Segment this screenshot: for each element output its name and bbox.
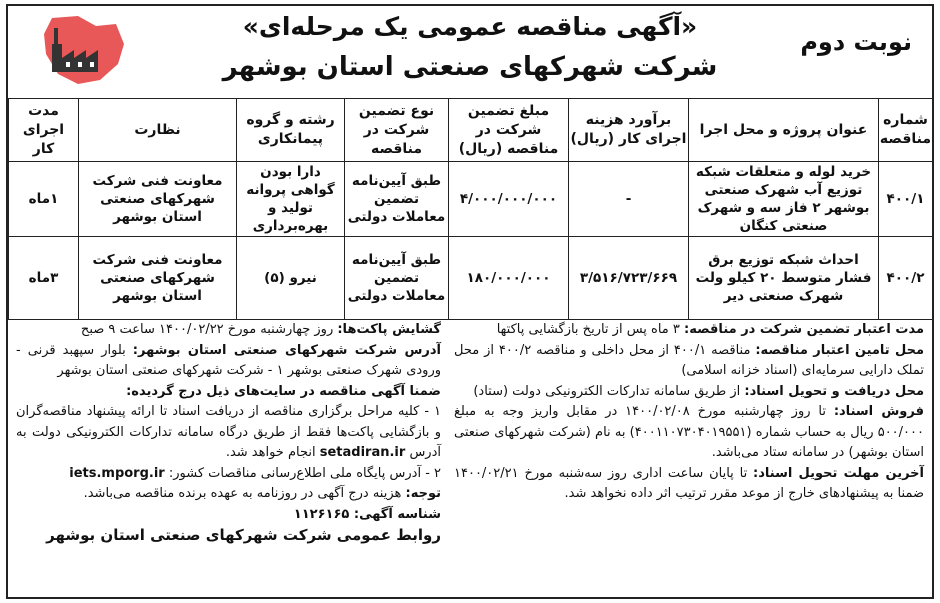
sale-label: فروش اسناد: bbox=[833, 404, 924, 419]
cell-tender-number: ۴۰۰/۲ bbox=[879, 237, 933, 320]
tender-table bbox=[8, 98, 933, 320]
cell-contractor-grade: دارا بودن گواهی پروانه تولید و بهره‌برداری bbox=[237, 162, 345, 237]
header-duration: مدت اجرای کار bbox=[9, 99, 79, 162]
notice-title: «آگهی مناقصه عمومی یک مرحله‌ای» bbox=[242, 12, 698, 41]
header-guarantee-amount: مبلغ تضمین شرکت در مناقصه (ریال) bbox=[449, 99, 569, 162]
cell-supervision: معاونت فنی شرکت شهرکهای صنعتی استان بوشهر bbox=[79, 162, 237, 237]
header-guarantee-type: نوع تضمین شرکت در مناقصه bbox=[345, 99, 449, 162]
table-header-row bbox=[9, 99, 933, 162]
opening-paragraph bbox=[16, 320, 441, 341]
sale-text: تا روز چهارشنبه مورخ ۱۴۰۰/۰۲/۰۸ در مقابل واریز وجه به مبلغ ۵۰۰/۰۰۰ ریال به حساب شماره (۴۰۰۱۱۰۷۳۰۴۰۱۹۵۵۱) به نام (شرکت شهرکهای صنعتی استان بوشهر) در سامانه ستاد می‌باشد. bbox=[454, 404, 924, 460]
table-row bbox=[9, 162, 933, 237]
sale-paragraph bbox=[454, 402, 924, 464]
round-label: نوبت دوم bbox=[800, 28, 912, 56]
header-tender-number: شماره مناقصه bbox=[879, 99, 933, 162]
funding-label: محل تامین اعتبار مناقصه: bbox=[755, 342, 925, 358]
ad-id-paragraph bbox=[16, 505, 441, 526]
deadline-paragraph bbox=[454, 464, 924, 505]
cell-guarantee-amount: ۴/۰۰۰/۰۰۰/۰۰۰ bbox=[449, 162, 569, 237]
company-name: شرکت شهرکهای صنعتی استان بوشهر bbox=[222, 52, 718, 82]
deadline-text: تا پایان ساعت اداری روز سه‌شنبه مورخ ۱۴۰۰/۰۲/۲۱ ضمنا به پیشنهادهای خارج از موعد مقرر ترتیب اثر داده نخواهد شد. bbox=[454, 465, 924, 501]
header-contractor-grade: رشته و گروه پیمانکاری bbox=[237, 99, 345, 162]
company-logo-icon bbox=[38, 14, 128, 86]
ad-id-label: شناسه آگهی: bbox=[353, 506, 441, 522]
cell-guarantee-type: طبق آیین‌نامه تضمین معاملات دولتی bbox=[345, 162, 449, 237]
opening-text: روز چهارشنبه مورخ ۱۴۰۰/۰۲/۲۲ ساعت ۹ صبح bbox=[80, 322, 338, 337]
opening-label: گشایش پاکت‌ها: bbox=[337, 322, 441, 337]
site2-paragraph bbox=[16, 464, 441, 485]
cell-contractor-grade: نیرو (۵) bbox=[237, 237, 345, 320]
docs-place-paragraph bbox=[454, 382, 924, 403]
cell-cost-estimate: - bbox=[569, 162, 689, 237]
cell-supervision: معاونت فنی شرکت شهرکهای صنعتی استان بوشهر bbox=[79, 237, 237, 320]
tender-notice bbox=[6, 4, 934, 599]
docs-place-label: محل دریافت و تحویل اسناد: bbox=[744, 383, 924, 399]
deadline-label: آخرین مهلت تحویل اسناد: bbox=[753, 465, 925, 481]
cell-project-title: احداث شبکه توزیع برق فشار متوسط ۲۰ کیلو ولت شهرک صنعتی دیر bbox=[689, 237, 879, 320]
cell-guarantee-type: طبق آیین‌نامه تضمین معاملات دولتی bbox=[345, 237, 449, 320]
cell-project-title: خرید لوله و متعلقات شبکه توزیع آب شهرک صنعتی بوشهر ۲ فاز سه و شهرک صنعتی کنگان bbox=[689, 162, 879, 237]
note-paragraph bbox=[16, 484, 441, 505]
site2-text: ۲ - آدرس پایگاه ملی اطلاع‌رسانی مناقصات کشور: bbox=[168, 465, 441, 481]
header-supervision: نظارت bbox=[79, 99, 237, 162]
address-paragraph bbox=[16, 341, 441, 382]
site1-end: انجام خواهد شد. bbox=[225, 445, 320, 460]
address-label: آدرس شرکت شهرکهای صنعتی استان بوشهر: bbox=[132, 342, 441, 358]
ad-id-value: ۱۱۲۶۱۶۵ bbox=[293, 506, 350, 522]
validity-paragraph bbox=[454, 320, 924, 341]
right-column bbox=[454, 320, 924, 505]
site1-paragraph bbox=[16, 402, 441, 464]
validity-label: مدت اعتبار تضمین شرکت در مناقصه: bbox=[684, 322, 924, 337]
funding-paragraph bbox=[454, 341, 924, 382]
note-label: توجه: bbox=[405, 486, 441, 501]
setad-link[interactable]: setadiran.ir bbox=[319, 445, 406, 460]
left-column bbox=[16, 320, 441, 546]
cell-cost-estimate: ۳/۵۱۶/۷۲۳/۶۶۹ bbox=[569, 237, 689, 320]
signature: روابط عمومی شرکت شهرکهای صنعتی استان بوشهر bbox=[46, 526, 441, 544]
cell-guarantee-amount: ۱۸۰/۰۰۰/۰۰۰ bbox=[449, 237, 569, 320]
header-cost-estimate: برآورد هزینه اجرای کار (ریال) bbox=[569, 99, 689, 162]
cell-tender-number: ۴۰۰/۱ bbox=[879, 162, 933, 237]
notice-header bbox=[8, 6, 932, 98]
notice-body bbox=[8, 316, 932, 597]
site1-text: ۱ - کلیه مراحل برگزاری مناقصه از دریافت اسناد تا ارائه پیشنهاد مناقصه‌گران و بازگشایی پاکت‌ها فقط از طریق درگاه سامانه تدارکات الکترونیکی دولت به آدرس bbox=[16, 404, 441, 460]
funding-text: مناقصه ۴۰۰/۱ از محل داخلی و مناقصه ۴۰۰/۲ از محل تملک دارایی سرمایه‌ای (اسناد خزانه اسلامی) bbox=[454, 342, 924, 378]
header-project-title: عنوان پروژه و محل اجرا bbox=[689, 99, 879, 162]
docs-place-text: از طریق سامانه تدارکات الکترونیکی دولت (ستاد) bbox=[473, 383, 745, 399]
iets-link[interactable]: iets.mporg.ir bbox=[69, 465, 165, 481]
note-text: هزینه درج آگهی در روزنامه به عهده برنده مناقصه می‌باشد. bbox=[83, 486, 406, 501]
address-text: بلوار سپهبد قرنی - ورودی شهرک صنعتی بوشهر ۱ - شرکت شهرکهای صنعتی استان بوشهر bbox=[16, 342, 441, 378]
cell-duration: ۱ماه bbox=[9, 162, 79, 237]
validity-text: ۳ ماه پس از تاریخ بازگشایی پاکتها bbox=[496, 322, 685, 337]
table-row bbox=[9, 237, 933, 320]
sites-label: ضمنا آگهی مناقصه در سایت‌های ذیل درج گردیده: bbox=[126, 383, 441, 399]
cell-duration: ۳ماه bbox=[9, 237, 79, 320]
